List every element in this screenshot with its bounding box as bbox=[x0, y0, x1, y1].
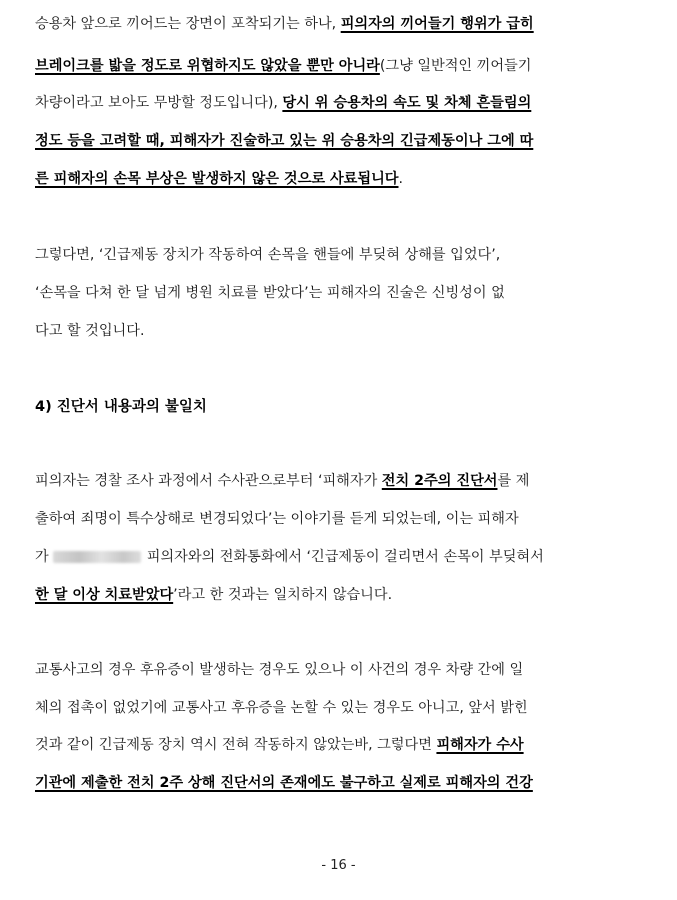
paragraph-4-line-3 bbox=[35, 731, 658, 759]
paragraph-3-line-3 bbox=[35, 543, 658, 571]
text-run: 를 제 bbox=[497, 473, 530, 489]
paragraph-4-line-2: 체의 접촉이 없었기에 교통사고 후유증을 논할 수 있는 경우도 아니고, 앞서 밝힌 bbox=[35, 700, 528, 716]
emphasized-text: 한 달 이상 치료받았다 bbox=[35, 587, 174, 603]
paragraph-2-line-1: 그렇다면, ‘긴급제동 장치가 작동하여 손목을 핸들에 부딪혀 상해를 입었다’, bbox=[35, 247, 501, 263]
paragraph-2-line-2: ‘손목을 다쳐 한 달 넘게 병원 치료를 받았다’는 피해자의 진술은 신빙성이 없 bbox=[35, 285, 505, 301]
text-run: 피의자와의 전화통화에서 ‘긴급제동이 걸리면서 손목이 부딪혀서 bbox=[146, 549, 544, 565]
text-run: 승용차 앞으로 끼어드는 장면이 포착되기는 하나, bbox=[35, 16, 341, 32]
paragraph-3-line-1 bbox=[35, 467, 658, 495]
emphasized-text: 른 피해자의 손목 부상은 발생하지 않은 것으로 사료됩니다 bbox=[35, 171, 399, 187]
text-run: . bbox=[398, 171, 404, 187]
paragraph-1-line-3 bbox=[35, 89, 658, 117]
text-run: (그냥 일반적인 끼어들기 bbox=[379, 58, 532, 74]
paragraph-2-line-3: 다고 할 것입니다. bbox=[35, 323, 145, 339]
paragraph-4-line-4: 기관에 제출한 전치 2주 상해 진단서의 존재에도 불구하고 실제로 피해자의 건강 bbox=[35, 775, 533, 791]
paragraph-1-line-5 bbox=[35, 165, 658, 193]
text-run: 차량이라고 보아도 무방할 정도입니다), bbox=[35, 95, 283, 111]
page-number: - 16 - bbox=[321, 858, 356, 873]
text-run: 피의자는 경찰 조사 과정에서 수사관으로부터 ‘피해자가 bbox=[35, 473, 382, 489]
redacted-date bbox=[53, 551, 141, 563]
paragraph-3-line-2: 출하여 죄명이 특수상해로 변경되었다’는 이야기를 듣게 되었는데, 이는 피해자 bbox=[35, 511, 519, 527]
paragraph-1-line-2 bbox=[35, 52, 658, 80]
paragraph-1-line-4 bbox=[35, 127, 658, 155]
text-run: 것과 같이 긴급제동 장치 역시 전혀 작동하지 않았는바, 그렇다면 bbox=[35, 737, 437, 753]
section-heading: 4) 진단서 내용과의 불일치 bbox=[35, 399, 207, 415]
paragraph-3-line-4 bbox=[35, 581, 658, 609]
emphasized-text: 피의자의 끼어들기 행위가 급히 bbox=[340, 16, 534, 32]
emphasized-text: 정도 등을 고려할 때, 피해자가 진술하고 있는 위 승용차의 긴급제동이나 그에 따 bbox=[35, 133, 534, 149]
text-run: 가 bbox=[35, 549, 49, 565]
text-run: ’라고 한 것과는 일치하지 않습니다. bbox=[173, 587, 393, 603]
emphasized-text: 피해자가 수사 bbox=[436, 737, 524, 753]
emphasized-text: 당시 위 승용차의 속도 및 차체 흔들림의 bbox=[282, 95, 532, 111]
paragraph-1-line-1 bbox=[35, 10, 658, 38]
emphasized-text: 브레이크를 밟을 정도로 위협하지도 않았을 뿐만 아니라 bbox=[35, 58, 380, 74]
emphasized-text: 전치 2주의 진단서 bbox=[381, 473, 498, 489]
paragraph-4-line-1: 교통사고의 경우 후유증이 발생하는 경우도 있으나 이 사건의 경우 차량 간에 일 bbox=[35, 662, 524, 678]
